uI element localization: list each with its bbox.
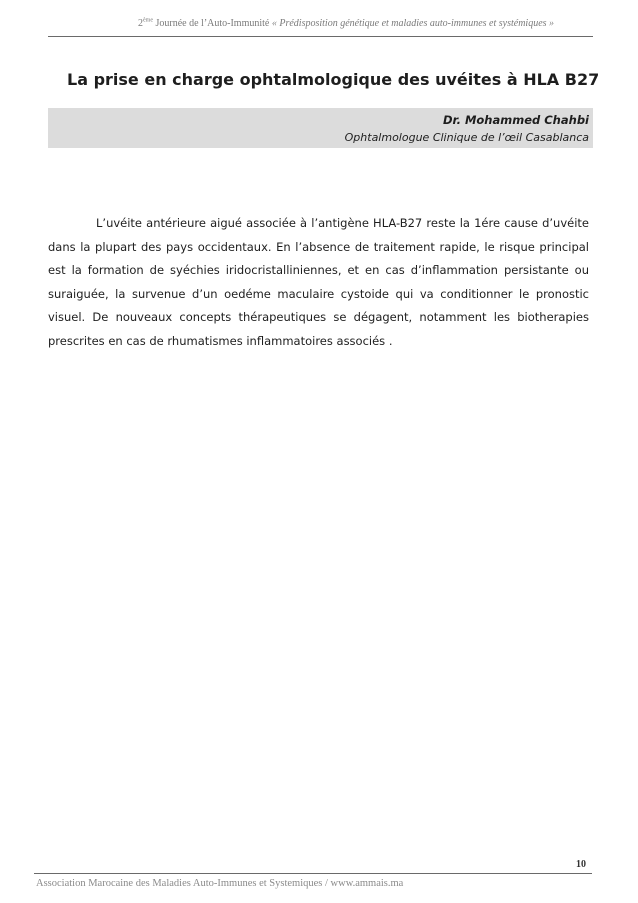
abstract-paragraph: L’uvéite antérieure aigué associée à l’antigène HLA-B27 reste la 1ére cause d’uvéite dans la plupart des pays occidentaux. En l’absence de traitement rapide, le risque principal est la formation de syéchies iridocristalliniennes, et en cas d’inflammation persistante ou suraiguée, la survenue d’un oedéme maculaire cystoide qui va conditionner le pronostic visuel. De nouveaux concepts thérapeutiques se dégagent, notamment les biotherapies prescrites en cas de rhumatismes inflammatoires associés .	[48, 216, 589, 348]
page-number: 10	[576, 859, 586, 870]
running-header	[138, 18, 598, 29]
header-ordinal-suffix: ème	[143, 17, 153, 24]
header-theme: « Prédisposition génétique et maladies auto-immunes et systémiques »	[271, 18, 555, 29]
header-event: Journée de l’Auto-Immunité	[153, 18, 272, 29]
author-band	[48, 108, 593, 148]
footer-divider	[34, 873, 592, 874]
article-title: La prise en charge ophtalmologique des uvéites à HLA B27	[67, 70, 600, 89]
header-divider	[48, 36, 593, 37]
author-affiliation: Ophtalmologue Clinique de l’œil Casablanca	[344, 131, 589, 144]
footer-association: Association Marocaine des Maladies Auto-Immunes et Systemiques / www.ammais.ma	[36, 878, 404, 889]
header-ordinal: 2	[138, 18, 143, 29]
author-name: Dr. Mohammed Chahbi	[443, 113, 589, 127]
